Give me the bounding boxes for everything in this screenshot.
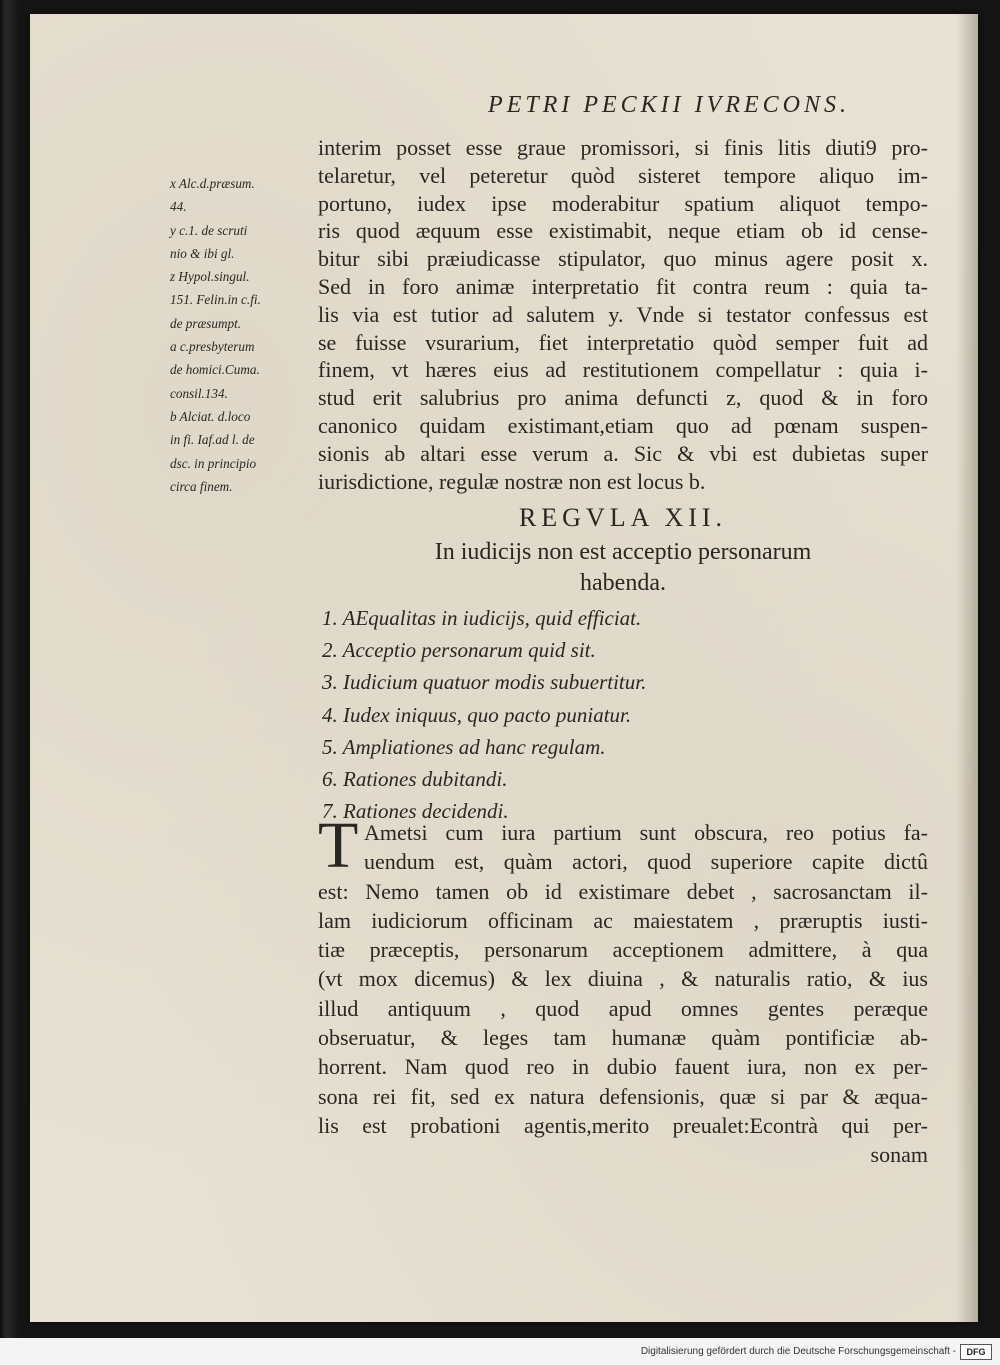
text-line: telaretur, vel peteretur quòd sisteret tempore aliquo im- [318, 162, 928, 188]
summary-item: 6. Rationes dubitandi. [322, 767, 508, 792]
text-line: lam iudiciorum officinam ac maiestatem , præruptis iusti- [318, 907, 928, 933]
body-text-top [318, 134, 928, 495]
margin-note-line: in fi. Iaf.ad l. de [170, 432, 255, 448]
rule-subtitle-line: In iudicijs non est acceptio personarum [434, 539, 812, 565]
margin-note-line: consil.134. [170, 385, 228, 401]
text-line: canonico quidam existimant,etiam quo ad pœnam suspen- [318, 412, 928, 438]
margin-note-line: y c.1. de scruti [170, 222, 248, 238]
text-line: uendum est, quàm actori, quod superiore capite dictû [364, 849, 928, 875]
margin-note-line: circa finem. [170, 478, 233, 494]
text-line: (vt mox dicemus) & lex diuina , & naturalis ratio, & ius [318, 966, 928, 992]
margin-notes [170, 172, 320, 498]
text-line: lis via est tutior ad salutem y. Vnde si testator confessus est [318, 301, 928, 327]
text-line: sionis ab altari esse verum a. Sic & vbi est dubietas super [318, 440, 928, 466]
text-line: tiæ præceptis, personarum acceptionem admittere, à qua [318, 937, 928, 963]
summary-list [322, 602, 922, 827]
text-line: portuno, iudex ipse moderabitur spatium aliquot tempo- [318, 190, 928, 216]
margin-note-line: de præsumpt. [170, 315, 242, 331]
margin-note-line: dsc. in principio [170, 455, 257, 471]
drop-cap: T [318, 809, 359, 882]
margin-note-line: x Alc.d.præsum. [170, 176, 255, 191]
summary-item: 4. Iudex iniquus, quo pacto puniatur. [322, 702, 632, 727]
footer-credit: Digitalisierung gefördert durch die Deutsche Forschungsgemeinschaft - [640, 1346, 956, 1357]
margin-note-line: 151. Felin.in c.fi. [170, 292, 261, 308]
margin-note-line: a c.presbyterum [170, 339, 255, 355]
summary-item: 7. Rationes decidendi. [322, 799, 509, 824]
dfg-logo: DFG [960, 1344, 992, 1360]
text-line: illud antiquum , quod apud omnes gentes peræque [318, 995, 928, 1021]
rule-heading: REGVLA XII. [518, 503, 728, 532]
footer-bar [0, 1338, 1000, 1365]
rule-subtitle [318, 537, 928, 599]
summary-item: 1. AEqualitas in iudicijs, quid efficiat. [322, 606, 642, 630]
text-line: stud erit salubrius pro anima defuncti z, quod & in foro [318, 385, 928, 411]
margin-note-line: nio & ibi gl. [170, 245, 235, 261]
running-head: PETRI PECKII IVRECONS. [488, 92, 850, 118]
text-line: iurisdictione, regulæ nostræ non est locus b. [318, 468, 706, 494]
text-line: horrent. Nam quod reo in dubio fauent iura, non ex per- [318, 1054, 928, 1080]
text-line: interim posset esse graue promissori, si finis litis diuti9 pro- [318, 135, 928, 160]
summary-item: 5. Ampliationes ad hanc regulam. [322, 734, 606, 759]
catchword: sonam [870, 1142, 928, 1168]
text-line: Sed in foro animæ interpretatio fit contra reum : quia ta- [318, 273, 928, 299]
text-line: bitur sibi præiudicasse stipulator, quo minus agere posit x. [318, 246, 928, 272]
text-line: obseruatur, & leges tam humanæ quàm pontificiæ ab- [318, 1025, 928, 1051]
text-line: lis est probationi agentis,merito preualet:Econtrà qui per- [318, 1112, 928, 1138]
summary-item: 2. Acceptio personarum quid sit. [322, 638, 596, 663]
text-line: sona rei fit, sed ex natura defensionis, quæ si par & æqua- [318, 1083, 928, 1109]
text-line: Ametsi cum iura partium sunt obscura, reo potius fa- [364, 820, 928, 845]
margin-note-line: de homici.Cuma. [170, 362, 260, 378]
margin-note-line: z Hypol.singul. [170, 269, 250, 285]
text-line: finem, vt hæres eius ad restitutionem compellatur : quia i- [318, 357, 928, 383]
text-line: est: Nemo tamen ob id existimare debet , sacrosanctam il- [318, 878, 928, 904]
margin-note-line: 44. [170, 199, 187, 215]
text-line: se fuisse vsurarium, fiet interpretatio quòd semper fuit ad [318, 329, 928, 355]
text-line: ris quod æquum esse existimabit, neque etiam ob id cense- [318, 218, 928, 244]
summary-item: 3. Iudicium quatuor modis subuertitur. [322, 670, 647, 695]
rule-subtitle-line: habenda. [580, 570, 666, 596]
margin-note-line: b Alciat. d.loco [170, 408, 251, 424]
